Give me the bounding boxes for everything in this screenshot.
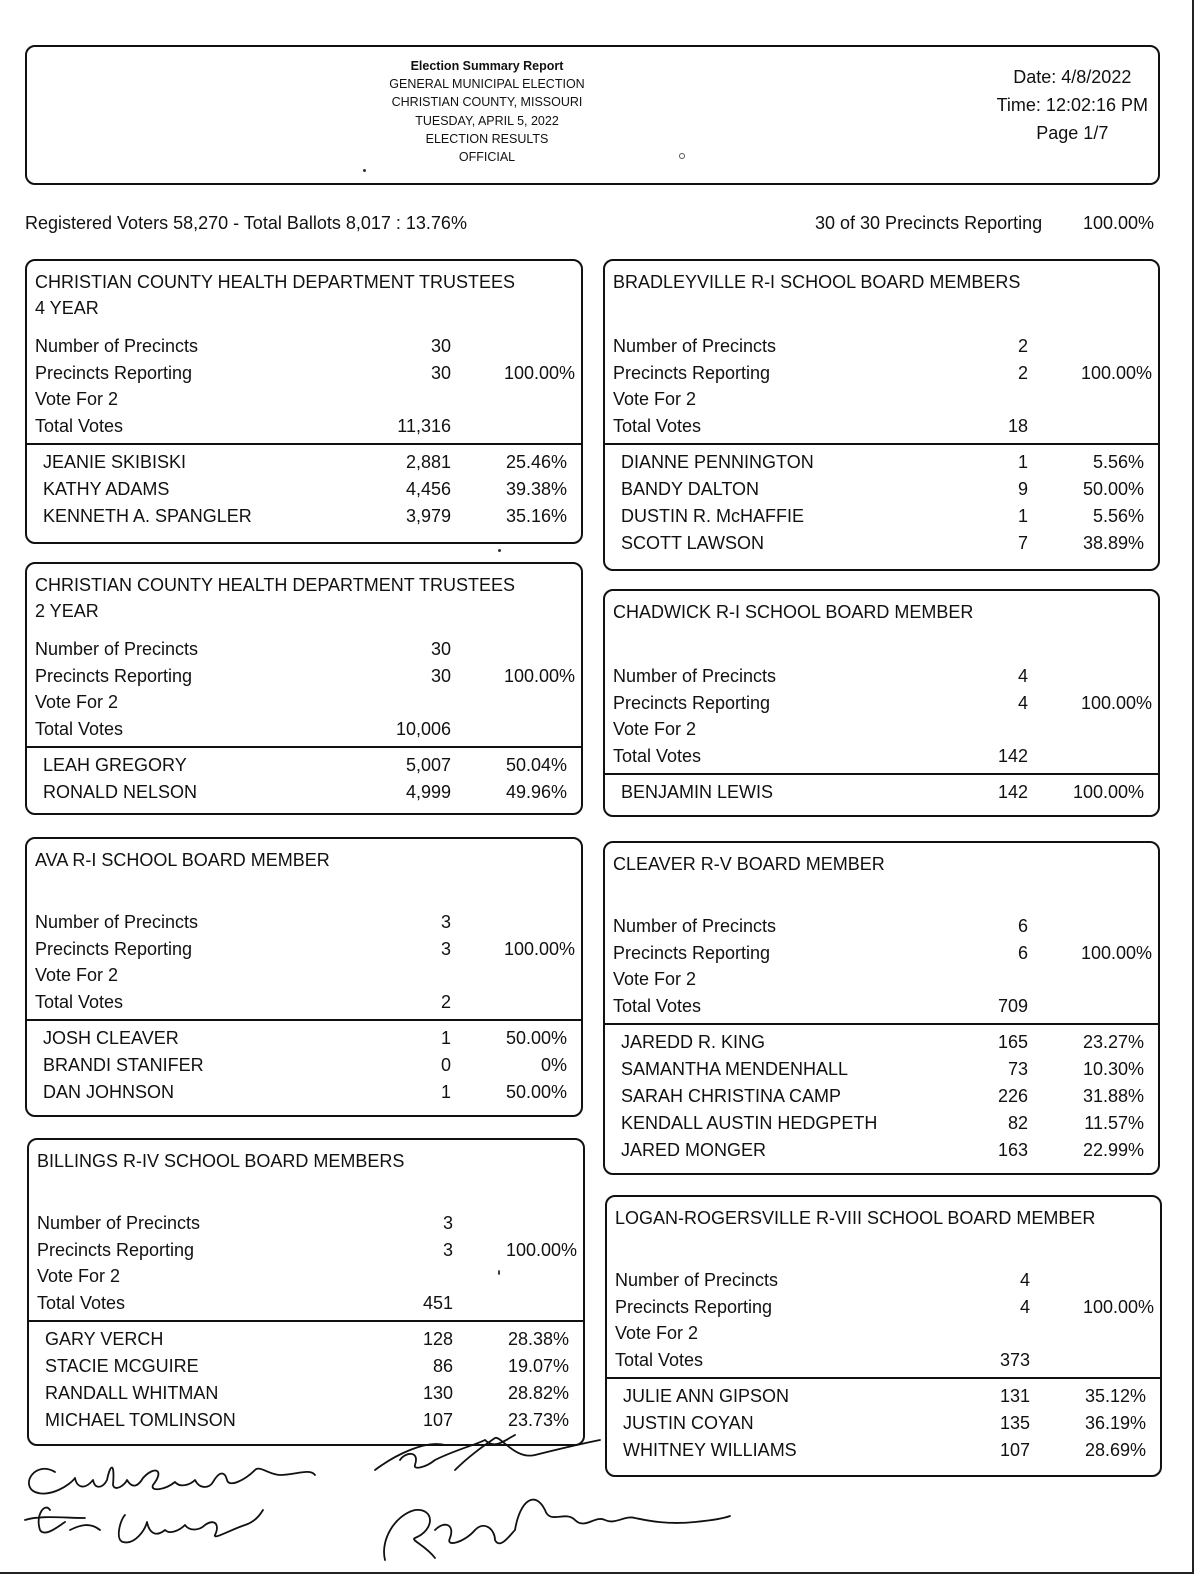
precincts-reporting-summary: 30 of 30 Precincts Reporting (815, 213, 1043, 233)
candidate-row-label: JOSH CLEAVER (43, 1028, 179, 1048)
candidate-row (605, 530, 1158, 557)
candidate-row-percent: 28.38% (507, 1329, 569, 1349)
candidate-list (605, 1029, 1158, 1164)
candidate-row-count: 165 (997, 1032, 1028, 1052)
race-stats (605, 333, 1158, 439)
precincts-reporting (605, 360, 1158, 387)
candidate-row-percent: 38.89% (1082, 533, 1144, 553)
candidate-list (605, 779, 1158, 806)
total-votes-count: 451 (422, 1292, 453, 1313)
candidate-row-percent: 39.38% (505, 479, 567, 499)
number-of-precincts-label: Number of Precincts (613, 666, 777, 686)
candidate-row-label: STACIE MCGUIRE (45, 1356, 199, 1376)
number-of-precincts (27, 333, 581, 360)
candidate-row-count: 86 (432, 1356, 453, 1376)
precincts-reporting-percent: 100.00% (503, 938, 575, 959)
total-votes (607, 1347, 1160, 1374)
race-box (25, 837, 583, 1117)
candidate-row-label: MICHAEL TOMLINSON (45, 1410, 236, 1430)
candidate-row (27, 1025, 581, 1052)
report-date: Date: 4/8/2022 (1013, 67, 1132, 87)
candidate-row-label: DUSTIN R. McHAFFIE (621, 506, 804, 526)
vote-for-label: Vote For 2 (613, 969, 697, 989)
number-of-precincts-count: 3 (440, 912, 451, 932)
candidate-row-count: 7 (1017, 533, 1028, 553)
race-title: CHRISTIAN COUNTY HEALTH DEPARTMENT TRUSTEES 4 YEAR (35, 272, 516, 318)
candidate-row (27, 779, 581, 806)
vote-for-label: Vote For 2 (35, 389, 119, 409)
candidate-row (605, 1137, 1158, 1164)
candidate-row-label: BENJAMIN LEWIS (621, 782, 774, 802)
candidate-row-count: 82 (1007, 1113, 1028, 1133)
section-divider (27, 746, 581, 748)
number-of-precincts-count: 2 (1017, 336, 1028, 356)
candidate-row-percent: 0% (540, 1055, 567, 1075)
total-votes-count: 142 (997, 745, 1028, 766)
candidate-row-percent: 22.99% (1082, 1140, 1144, 1160)
speck (363, 169, 366, 172)
candidate-row-percent: 50.04% (505, 755, 567, 775)
candidate-row-count: 1 (440, 1082, 451, 1102)
precincts-reporting (27, 936, 581, 963)
section-divider (29, 1320, 583, 1322)
total-votes (605, 993, 1158, 1020)
candidate-row-percent: 28.69% (1084, 1440, 1146, 1460)
number-of-precincts-count: 30 (430, 336, 451, 356)
total-votes-label: Total Votes (35, 415, 124, 436)
number-of-precincts (605, 333, 1158, 360)
candidate-row-percent: 36.19% (1084, 1413, 1146, 1433)
candidate-row (27, 476, 581, 503)
precincts-reporting-label: Precincts Reporting (613, 942, 771, 963)
candidate-row-percent: 10.30% (1082, 1059, 1144, 1079)
candidate-row-label: DIANNE PENNINGTON (621, 452, 814, 472)
precincts-reporting-percent: 100.00% (1080, 692, 1152, 713)
candidate-row-count: 226 (997, 1086, 1028, 1106)
candidate-row-label: RONALD NELSON (43, 782, 198, 802)
candidate-row-percent: 28.82% (507, 1383, 569, 1403)
results-label: ELECTION RESULTS (425, 131, 549, 146)
number-of-precincts (27, 909, 581, 936)
candidate-row (29, 1353, 583, 1380)
race-box (27, 1138, 585, 1446)
candidate-row-label: KENNETH A. SPANGLER (43, 506, 252, 526)
candidate-row-label: LEAH GREGORY (43, 755, 187, 775)
number-of-precincts-label: Number of Precincts (37, 1213, 201, 1233)
precincts-reporting-count: 6 (1017, 942, 1028, 963)
race-stats (607, 1267, 1160, 1373)
race-title: CHADWICK R-I SCHOOL BOARD MEMBER (613, 602, 974, 622)
candidate-row-label: BRANDI STANIFER (43, 1055, 204, 1075)
candidate-row-label: SAMANTHA MENDENHALL (621, 1059, 849, 1079)
candidate-row-count: 1 (1017, 452, 1028, 472)
total-votes-label: Total Votes (37, 1292, 126, 1313)
candidate-row-label: JARED MONGER (621, 1140, 767, 1160)
candidate-row (605, 476, 1158, 503)
number-of-precincts (605, 913, 1158, 940)
candidate-row-count: 128 (422, 1329, 453, 1349)
race-title: CHRISTIAN COUNTY HEALTH DEPARTMENT TRUSTEES 2 YEAR (35, 575, 516, 621)
candidate-row-percent: 50.00% (505, 1082, 567, 1102)
page-number: Page 1/7 (1036, 123, 1109, 143)
vote-for (605, 386, 1158, 413)
total-votes (29, 1290, 583, 1317)
candidate-row (27, 752, 581, 779)
number-of-precincts-count: 3 (442, 1213, 453, 1233)
total-votes-count: 373 (999, 1349, 1030, 1370)
candidate-list (29, 1326, 583, 1434)
candidate-row-label: JUSTIN COYAN (623, 1413, 754, 1433)
report-meta (997, 63, 1148, 147)
precincts-reporting-count: 2 (1017, 362, 1028, 383)
official-signatures (15, 1430, 735, 1570)
total-votes-label: Total Votes (615, 1349, 704, 1370)
race-stats (27, 636, 581, 742)
candidate-row (607, 1383, 1160, 1410)
candidate-row-percent: 49.96% (505, 782, 567, 802)
total-votes (605, 413, 1158, 440)
candidate-row (605, 779, 1158, 806)
candidate-row (29, 1380, 583, 1407)
race-title: BILLINGS R-IV SCHOOL BOARD MEMBERS (37, 1151, 405, 1171)
candidate-row-label: BANDY DALTON (621, 479, 760, 499)
candidate-row-percent: 5.56% (1092, 452, 1144, 472)
official-label: OFFICIAL (458, 150, 516, 165)
total-votes (27, 413, 581, 440)
total-votes-label: Total Votes (613, 995, 702, 1016)
precincts-reporting-percent: 100.00% (1080, 362, 1152, 383)
candidate-row-count: 130 (422, 1383, 453, 1403)
vote-for (29, 1263, 583, 1290)
total-votes-count: 2 (440, 991, 451, 1012)
candidate-row-count: 107 (999, 1440, 1030, 1460)
candidate-row-label: WHITNEY WILLIAMS (623, 1440, 797, 1460)
precincts-reporting (605, 690, 1158, 717)
precincts-reporting-label: Precincts Reporting (615, 1296, 773, 1317)
race-title: LOGAN-ROGERSVILLE R-VIII SCHOOL BOARD MEMBER (615, 1208, 1096, 1228)
vote-for-label: Vote For 2 (613, 719, 697, 739)
candidate-row-label: JAREDD R. KING (621, 1032, 766, 1052)
county-name: CHRISTIAN COUNTY, MISSOURI (391, 95, 583, 110)
precincts-reporting-label: Precincts Reporting (35, 665, 193, 686)
number-of-precincts (27, 636, 581, 663)
vote-for-label: Vote For 2 (615, 1323, 699, 1343)
precincts-reporting-count: 4 (1019, 1296, 1030, 1317)
precincts-reporting-percent: 100.00% (503, 362, 575, 383)
candidate-row-percent: 25.46% (505, 452, 567, 472)
candidate-row-percent: 23.27% (1082, 1032, 1144, 1052)
candidate-row-percent: 35.12% (1084, 1386, 1146, 1406)
registered-voters-summary: Registered Voters 58,270 - Total Ballots 8,017 : 13.76% (25, 213, 467, 233)
race-title: BRADLEYVILLE R-I SCHOOL BOARD MEMBERS (613, 272, 1021, 292)
candidate-row-percent: 50.00% (505, 1028, 567, 1048)
section-divider (607, 1377, 1160, 1379)
candidate-row-percent: 50.00% (1082, 479, 1144, 499)
total-votes-count: 10,006 (395, 718, 451, 739)
race-box (25, 562, 583, 815)
precincts-reporting-percent: 100.00% (1080, 942, 1152, 963)
number-of-precincts-label: Number of Precincts (35, 336, 199, 356)
candidate-row (605, 1083, 1158, 1110)
section-divider (27, 443, 581, 445)
precincts-reporting (605, 940, 1158, 967)
candidate-row-percent: 35.16% (505, 506, 567, 526)
total-votes-count: 709 (997, 995, 1028, 1016)
vote-for (605, 966, 1158, 993)
report-title: Election Summary Report (410, 59, 564, 73)
candidate-row (27, 1079, 581, 1106)
candidate-row-count: 1 (1017, 506, 1028, 526)
precincts-reporting-count: 30 (430, 665, 451, 686)
candidate-row (605, 449, 1158, 476)
precincts-reporting-label: Precincts Reporting (35, 362, 193, 383)
vote-for (607, 1320, 1160, 1347)
vote-for (27, 962, 581, 989)
total-votes (605, 743, 1158, 770)
vote-for (605, 716, 1158, 743)
total-votes-count: 11,316 (397, 415, 451, 436)
candidate-row-count: 135 (999, 1413, 1030, 1433)
candidate-row (27, 1052, 581, 1079)
candidate-row (27, 449, 581, 476)
precincts-reporting-label: Precincts Reporting (613, 362, 771, 383)
candidate-row-count: 163 (997, 1140, 1028, 1160)
section-divider (27, 1019, 581, 1021)
candidate-row (605, 1110, 1158, 1137)
candidate-row (605, 503, 1158, 530)
precincts-reporting (29, 1237, 583, 1264)
vote-for-label: Vote For 2 (37, 1266, 121, 1286)
total-votes-label: Total Votes (35, 718, 124, 739)
candidate-list (27, 752, 581, 806)
precincts-reporting-count: 30 (430, 362, 451, 383)
total-votes-label: Total Votes (613, 415, 702, 436)
precincts-reporting-percent: 100.00% (503, 665, 575, 686)
race-stats (29, 1210, 583, 1316)
precincts-reporting-count: 3 (440, 938, 451, 959)
candidate-row-count: 131 (999, 1386, 1030, 1406)
candidate-row-count: 4,456 (405, 479, 451, 499)
candidate-row-percent: 23.73% (507, 1410, 569, 1430)
candidate-row-count: 0 (440, 1055, 451, 1075)
candidate-row-count: 73 (1007, 1059, 1028, 1079)
total-votes-label: Total Votes (35, 991, 124, 1012)
candidate-row-percent: 11.57% (1084, 1113, 1144, 1133)
candidate-row-label: RANDALL WHITMAN (45, 1383, 219, 1403)
race-box (603, 259, 1160, 571)
section-divider (605, 443, 1158, 445)
number-of-precincts-count: 4 (1019, 1270, 1030, 1290)
speck (679, 153, 685, 159)
precincts-reporting-count: 3 (442, 1239, 453, 1260)
number-of-precincts-label: Number of Precincts (613, 336, 777, 356)
total-votes-label: Total Votes (613, 745, 702, 766)
candidate-row-label: KENDALL AUSTIN HEDGPETH (621, 1113, 878, 1133)
candidate-row-label: JULIE ANN GIPSON (623, 1386, 790, 1406)
number-of-precincts-label: Number of Precincts (615, 1270, 779, 1290)
candidate-list (27, 449, 581, 530)
race-box (603, 841, 1160, 1175)
race-stats (27, 909, 581, 1015)
vote-for (27, 689, 581, 716)
candidate-row-label: SARAH CHRISTINA CAMP (621, 1086, 842, 1106)
candidate-row-count: 2,881 (405, 452, 451, 472)
race-title: CLEAVER R-V BOARD MEMBER (613, 854, 885, 874)
number-of-precincts (605, 663, 1158, 690)
total-votes (27, 989, 581, 1016)
section-divider (605, 773, 1158, 775)
candidate-row-count: 142 (997, 782, 1028, 802)
candidate-row-count: 107 (422, 1410, 453, 1430)
total-votes-count: 18 (1007, 415, 1028, 436)
report-time: Time: 12:02:16 PM (996, 95, 1148, 115)
speck (498, 549, 501, 552)
candidate-row-percent: 5.56% (1092, 506, 1144, 526)
number-of-precincts-count: 4 (1017, 666, 1028, 686)
report-title-block (327, 57, 647, 166)
race-stats (27, 333, 581, 439)
race-stats (605, 913, 1158, 1019)
candidate-row-percent: 31.88% (1082, 1086, 1144, 1106)
precincts-reporting-percent: 100.00% (505, 1239, 577, 1260)
precincts-reporting-label: Precincts Reporting (37, 1239, 195, 1260)
candidate-row (605, 1029, 1158, 1056)
candidate-row-count: 9 (1017, 479, 1028, 499)
race-box (25, 259, 583, 544)
number-of-precincts (607, 1267, 1160, 1294)
precincts-reporting (27, 663, 581, 690)
precincts-reporting (607, 1294, 1160, 1321)
vote-for-label: Vote For 2 (35, 692, 119, 712)
candidate-list (605, 449, 1158, 557)
total-votes (27, 716, 581, 743)
candidate-row (27, 503, 581, 530)
precincts-reporting (27, 360, 581, 387)
candidate-row-label: GARY VERCH (45, 1329, 164, 1349)
section-divider (605, 1023, 1158, 1025)
vote-for (27, 386, 581, 413)
number-of-precincts-label: Number of Precincts (35, 639, 199, 659)
candidate-row-count: 4,999 (405, 782, 451, 802)
vote-for-label: Vote For 2 (35, 965, 119, 985)
number-of-precincts-label: Number of Precincts (613, 916, 777, 936)
candidate-row-label: SCOTT LAWSON (621, 533, 765, 553)
candidate-row-label: DAN JOHNSON (43, 1082, 175, 1102)
candidate-row-count: 3,979 (405, 506, 451, 526)
race-title: AVA R-I SCHOOL BOARD MEMBER (35, 850, 330, 870)
candidate-row-count: 1 (440, 1028, 451, 1048)
race-stats (605, 663, 1158, 769)
candidate-row-label: JEANIE SKIBISKI (43, 452, 187, 472)
candidate-row-count: 5,007 (405, 755, 451, 775)
speck (498, 1270, 500, 1275)
candidate-row (605, 1056, 1158, 1083)
candidate-row-percent: 100.00% (1072, 782, 1144, 802)
precincts-reporting-label: Precincts Reporting (613, 692, 771, 713)
election-name: GENERAL MUNICIPAL ELECTION (389, 77, 585, 92)
candidate-row-percent: 19.07% (507, 1356, 569, 1376)
vote-for-label: Vote For 2 (613, 389, 697, 409)
number-of-precincts-count: 6 (1017, 916, 1028, 936)
candidate-row (29, 1326, 583, 1353)
precincts-reporting-label: Precincts Reporting (35, 938, 193, 959)
candidate-list (27, 1025, 581, 1106)
report-header (25, 45, 1160, 185)
number-of-precincts-label: Number of Precincts (35, 912, 199, 932)
candidate-row-label: KATHY ADAMS (43, 479, 170, 499)
precincts-reporting-percent: 100.00% (1082, 1296, 1154, 1317)
election-date: TUESDAY, APRIL 5, 2022 (415, 113, 559, 128)
race-box (603, 589, 1160, 817)
precincts-reporting-count: 4 (1017, 692, 1028, 713)
precincts-reporting-percent: 100.00% (1083, 213, 1155, 233)
number-of-precincts (29, 1210, 583, 1237)
number-of-precincts-count: 30 (430, 639, 451, 659)
